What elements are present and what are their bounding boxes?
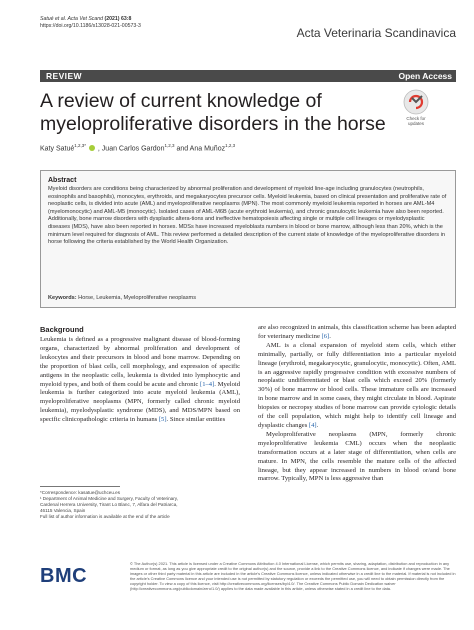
body-column-right xyxy=(258,324,456,484)
author-affiliation: 1,2,3 xyxy=(164,143,175,148)
article-type-bar xyxy=(40,70,456,82)
body-text: AML is a clonal expansion of myeloid stem cells, which either minimally, partially, or fully differentiation into a particular myeloid lineage (erythroid, megakaryocytic, granulocytic, monocytic). Often, AML is an aggressive rapidly progressive condition with excessive numbers of neoplastic undifferentiated or blast cells which exceed 20% (formerly 30%) of bone marrow or blood cells. These immature cells are increased in bone marrow and in some cases, they might circulate in blood. Aspirate biopsies or necropsy studies of bone marrow can provide cytologic details of the cell population, which might help to identify cell lineage and dysplastic changes xyxy=(258,341,456,429)
correspondence-email[interactable]: *Correspondence: kasatue@uchceu.es xyxy=(40,490,120,495)
body-text: are also recognized in animals, this classification scheme has been adapted for veterinary medicine xyxy=(258,324,456,340)
body-paragraph xyxy=(258,324,456,342)
bmc-logo[interactable]: BMC xyxy=(40,565,88,587)
citation-link[interactable]: [6] xyxy=(321,332,330,340)
affiliation-line: ¹ Department of Animal Medicine and Surgery, Faculty of Veterinary, xyxy=(40,496,178,501)
open-access-label: Open Access xyxy=(398,71,452,81)
body-paragraph xyxy=(258,342,456,431)
author-info-note: Full list of author information is available at the end of the article xyxy=(40,514,170,519)
citation-link[interactable]: [1–4] xyxy=(200,380,215,388)
doi-link[interactable]: https://doi.org/10.1186/s13028-021-00573-3 xyxy=(40,23,141,29)
affiliation-line: 46115 Valencia, Spain xyxy=(40,508,86,513)
check-for-updates-label[interactable]: Check for updates xyxy=(406,116,426,126)
body-text: . Since similar entities xyxy=(166,416,226,424)
keywords xyxy=(48,295,448,301)
license-text: © The Author(s) 2021. This article is licensed under a Creative Commons Attribution 4.0 International License, which permits use, sharing, adaptation, distribution and reproduction in any medium or format, as long as you give appropriate credit to the original author(s) and the source, provide a link to the Creative Commons licence, and indicate if changes were made. The images or other third party material in this article are included in the article's Creative Commons licence, unless indicated otherwise in a credit line to the material. If material is not included in the article's Creative Commons licence and your intended use is not permitted by statutory regulation or exceeds the permitted use, you will need to obtain permission directly from the copyright holder. To view a copy of this licence, visit http://creativecommons.org/licenses/by/4.0/. The Creative Commons Public Domain Dedication waiver (http://creativecommons.org/publicdomain/zero/1.0/) applies to the data made available in this article, unless otherwise stated in a credit line to the data. xyxy=(130,561,456,592)
keywords-text: Horse, Leukemia, Myeloproliferative neoplasms xyxy=(76,295,196,301)
author-name[interactable]: , Juan Carlos Gardon xyxy=(97,145,165,153)
author-affiliation: 1,2,3* xyxy=(74,143,87,148)
section-heading-background: Background xyxy=(40,325,84,334)
article-title: A review of current knowledge of myeloproliferative disorders in the horse xyxy=(40,90,386,135)
citation-block xyxy=(40,16,141,30)
footnote-divider xyxy=(40,486,120,487)
author-name[interactable]: and Ana Muñoz xyxy=(176,145,226,153)
keywords-label: Keywords: xyxy=(48,295,77,301)
article-type-label: REVIEW xyxy=(46,71,82,81)
check-for-updates-icon[interactable] xyxy=(403,89,429,115)
body-column-left xyxy=(40,336,240,425)
affiliation-line: Cardenal Herrera University, Tirant Lo Blanc, 7, Alfara del Patriarca, xyxy=(40,502,178,507)
citation-year: (2021) 63:8 xyxy=(104,16,132,22)
body-text: . xyxy=(316,421,319,429)
citation-link[interactable]: [4] xyxy=(308,421,317,429)
orcid-icon[interactable] xyxy=(89,145,95,151)
citation-line: Satué et al. Acta Vet Scand xyxy=(40,16,104,22)
author-affiliation: 1,2,3 xyxy=(225,143,236,148)
body-text: . xyxy=(329,332,331,340)
footnote xyxy=(40,490,240,520)
body-paragraph xyxy=(258,431,456,484)
body-text: . Myeloid leukemia is further categorized into acute myeloid leukemia (AML), myeloproliferative neoplasms (MPN, formerly called chronic myeloid leukemia), myelodysplastic syndrome (MDS), and MDS/MPN based on specific clinicopathologic criteria in humans xyxy=(40,380,240,424)
journal-name: Acta Veterinaria Scandinavica xyxy=(296,26,456,40)
body-paragraph xyxy=(40,336,240,425)
body-text: Myeloproliferative neoplasms (MPN, formerly chronic myeloproliferative leukemia CML) occurs when the neoplastic transformation occurs at a later stage of differentiation, when cells are mature. In MPN, the cells resemble the mature cells of the affected lineage, but they appear increased in numbers in blood or/and bone marrow. Typically, MPN is less aggressive than xyxy=(258,430,456,483)
body-text: Leukemia is defined as a progressive malignant disease of blood-forming organs, characterized by abnormal proliferation and development of leukocytes and their precursors in blood and bone marrow. Depending on the proportion of blast cells, cell morphology, and expression of specific antigens in the neoplastic cells, leukemia is divided into lymphocytic and myeloid types, and both of them could be acute and chronic xyxy=(40,336,240,388)
author-name[interactable]: Katy Satué xyxy=(40,145,75,153)
citation-link[interactable]: [5] xyxy=(158,416,167,424)
author-list xyxy=(40,143,235,152)
abstract-heading: Abstract xyxy=(48,177,77,184)
abstract-text: Myeloid disorders are conditions being characterized by abnormal proliferation and development of myeloid line-age including granulocytes (neutrophils, eosinophils and basophils), monocytes, erythroids, and megakaryocytes precursor cells. Myeloid leukemia, based on clinical presentation and proliferative rate of neoplastic cells, is divided into acute (AML) and myeloproliferative neoplasms (MPN). The most commonly myeloid leukemia reported in horses are AML-M4 (myelomonocytic) and AML-M5 (monocytic). Isolated cases of AML-M6B (acute erythroid leukemia), and chronic granulocytic leukemia have also been reported. Additionally, bone marrow disorders with dysplastic altera-tions and ineffective hematopoiesis affecting single or multiple cell lineages or myelodysplastic diseases (MDS), have also been reported in horses. MDSs have increased myeloblasts numbers in blood or bone marrow, although less than 20%, which is the minimum level required for diagnosis of AML. This review performed a detailed description of the current state of knowledge of the myeloproliferative disorders in horse following the criteria established by the World Health Organization. xyxy=(48,186,447,246)
